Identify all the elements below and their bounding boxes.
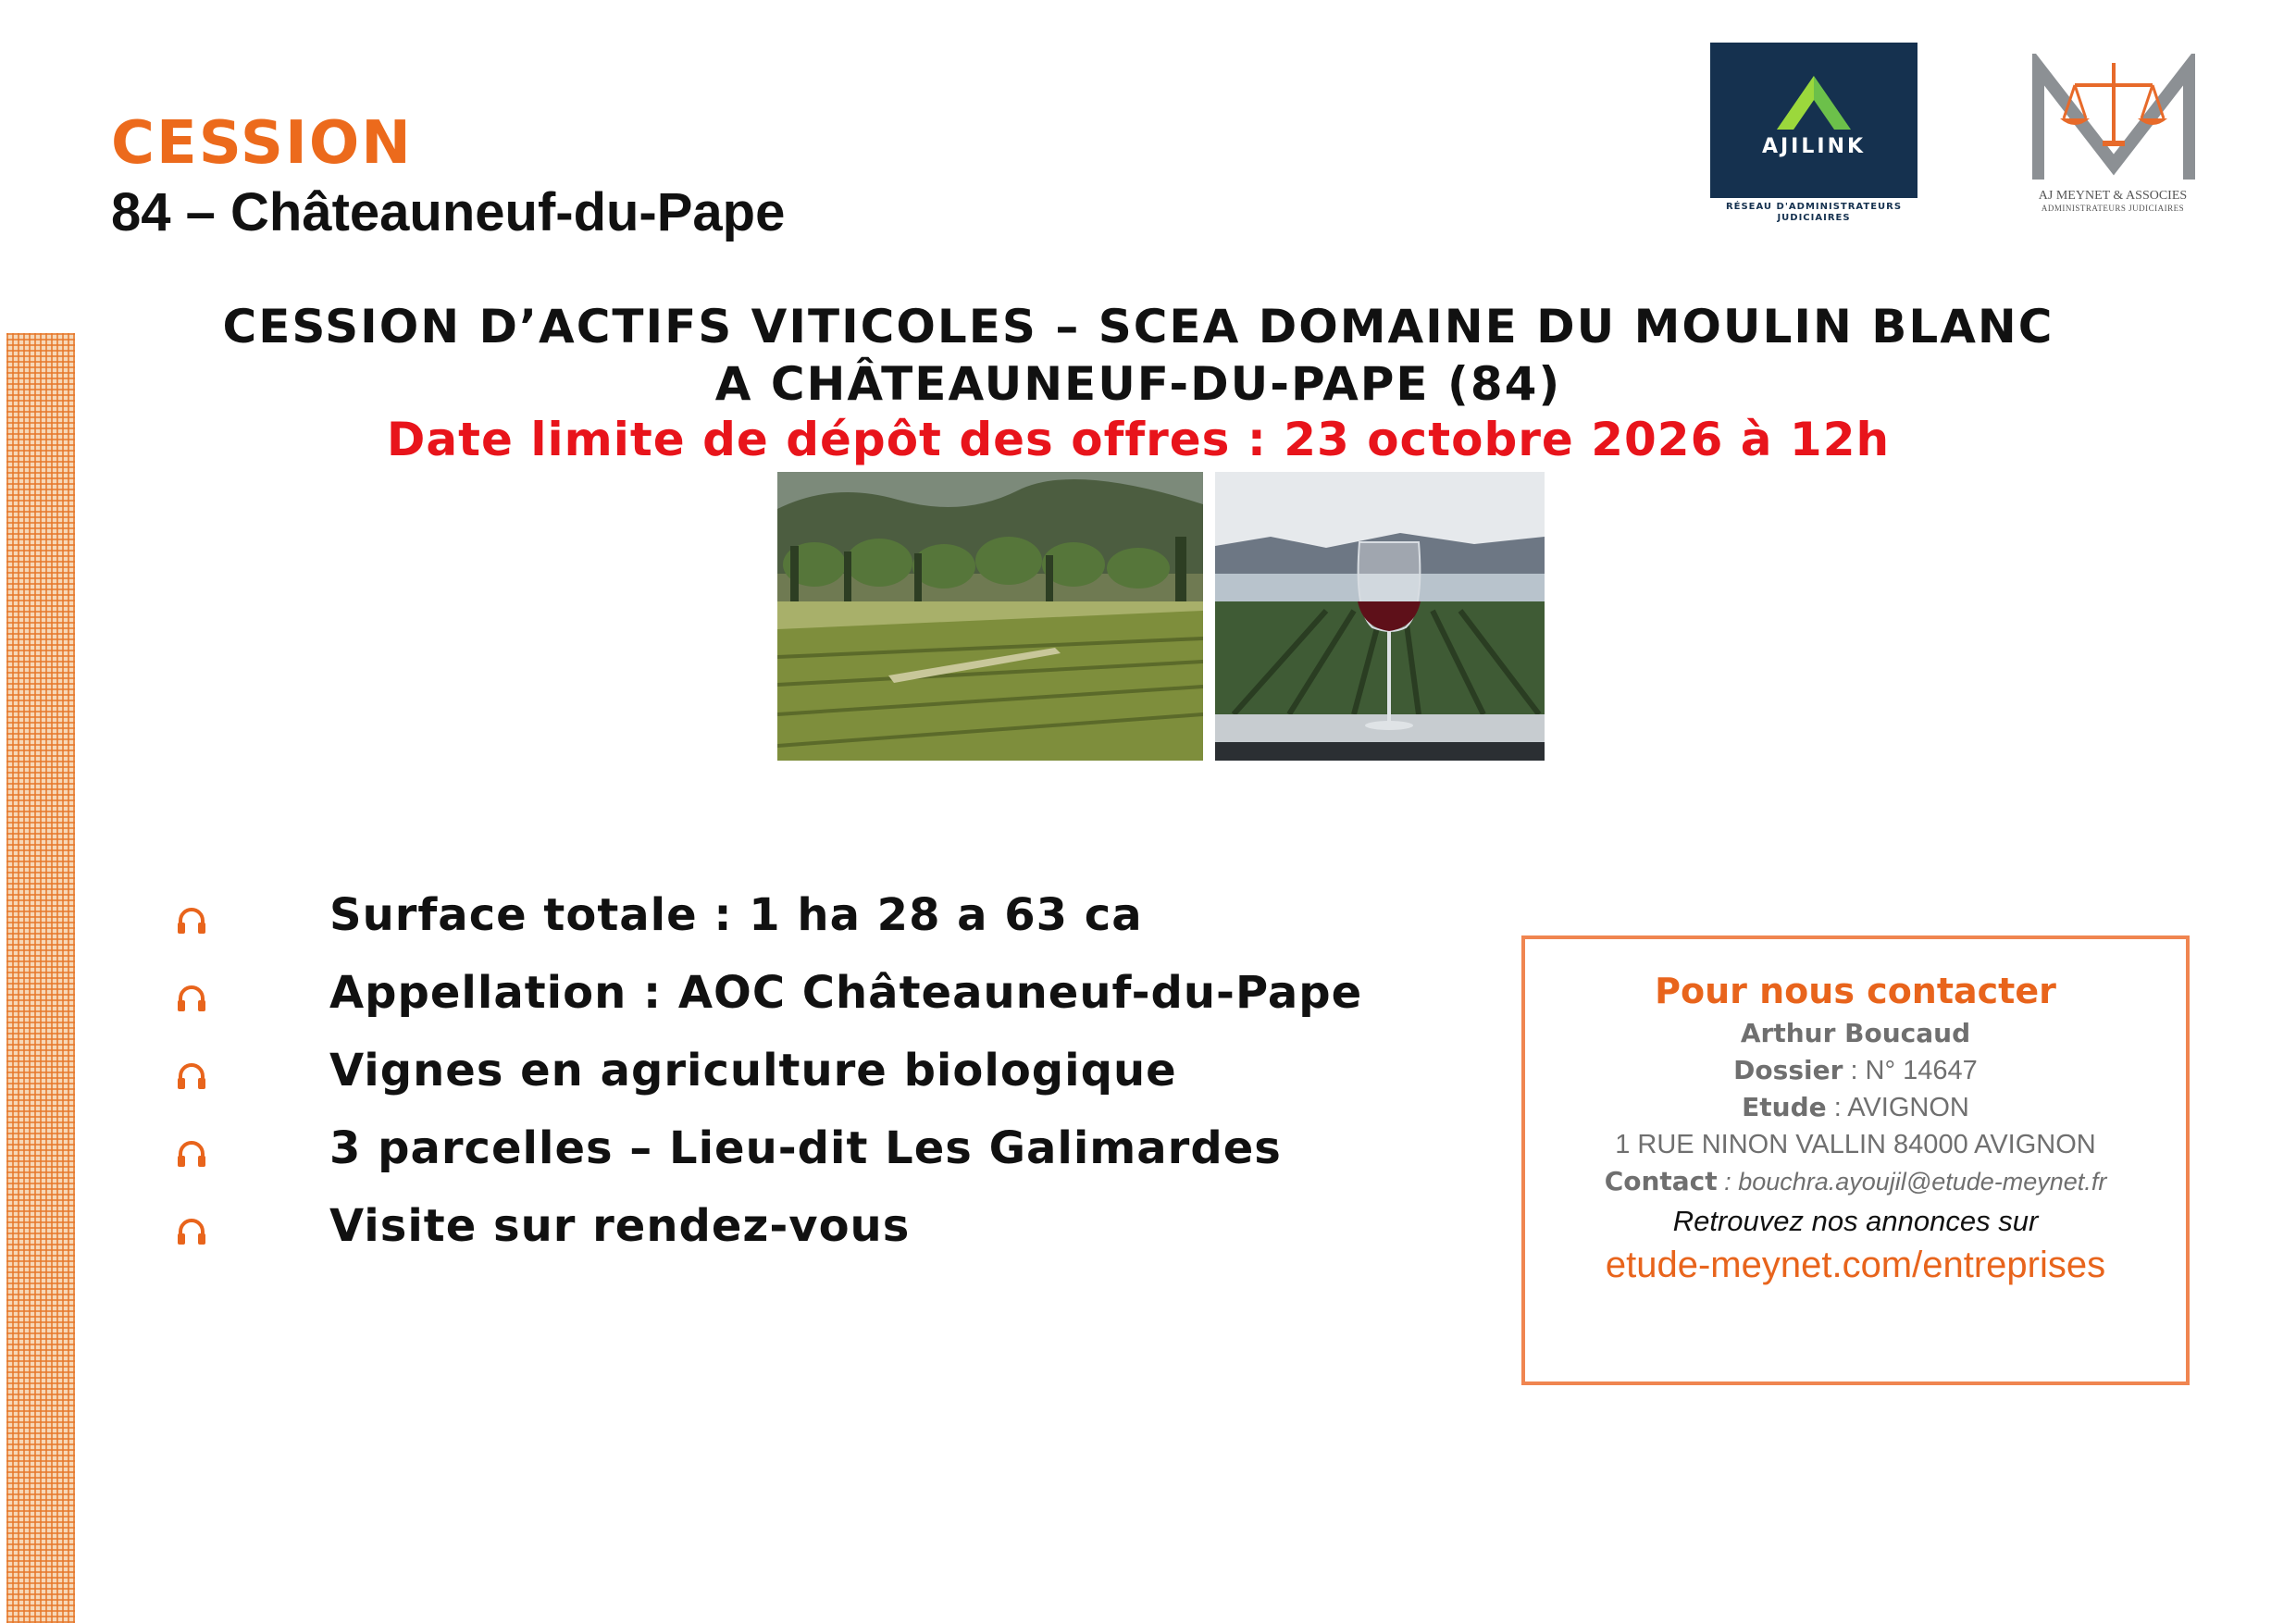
contact-email-line <box>1525 1163 2186 1200</box>
contact-box <box>1521 935 2190 1385</box>
etude-label: Etude <box>1742 1092 1827 1122</box>
dossier-value: : N° 14647 <box>1843 1056 1978 1085</box>
meynet-subtitle: ADMINISTRATEURS JUDICIAIRES <box>2041 204 2185 213</box>
main-title-line1: CESSION D’ACTIFS VITICOLES – SCEA DOMAINE DU MOULIN BLANC <box>222 300 2054 353</box>
etude-value: : AVIGNON <box>1826 1093 1969 1122</box>
ajilink-subtitle-line2: JUDICIAIRES <box>1777 213 1851 223</box>
headphones-icon <box>176 1217 207 1246</box>
website-link[interactable]: etude-meynet.com/entreprises <box>1605 1245 2106 1285</box>
decorative-side-strip <box>6 333 75 1623</box>
cession-label: CESSION <box>111 109 413 178</box>
headphones-icon <box>176 906 207 935</box>
address-line: 1 RUE NINON VALLIN 84000 AVIGNON <box>1615 1130 2096 1159</box>
dossier-line <box>1525 1052 2186 1089</box>
feature-text: Visite sur rendez-vous <box>329 1200 911 1252</box>
ajilink-logo <box>1710 43 1917 198</box>
feature-text: 3 parcelles – Lieu-dit Les Galimardes <box>329 1122 1282 1174</box>
location-subtitle: 84 – Châteauneuf-du-Pape <box>111 182 786 242</box>
main-title-line2: A CHÂTEAUNEUF-DU-PAPE (84) <box>714 357 1562 411</box>
contact-label: Contact <box>1604 1166 1718 1196</box>
ajilink-subtitle-line1: RÉSEAU D'ADMINISTRATEURS <box>1725 202 1903 212</box>
dossier-label: Dossier <box>1733 1055 1843 1085</box>
meynet-logo <box>2025 54 2201 220</box>
meynet-name: AJ MEYNET & ASSOCIES <box>2038 189 2188 203</box>
headphones-icon <box>176 984 207 1013</box>
ajilink-subtitle <box>1701 202 1927 224</box>
feature-text: Vignes en agriculture biologique <box>329 1045 1177 1096</box>
contact-name: Arthur Boucaud <box>1740 1018 1971 1048</box>
vineyard-photo <box>777 472 1203 761</box>
contact-email-link[interactable]: bouchra.ayoujil@etude-meynet.fr <box>1738 1168 2107 1196</box>
ajilink-a-icon <box>1777 76 1851 131</box>
feature-text: Surface totale : 1 ha 28 a 63 ca <box>329 889 1143 941</box>
headphones-icon <box>176 1139 207 1169</box>
wine-glass-photo <box>1215 472 1545 761</box>
etude-line <box>1525 1089 2186 1126</box>
retrouvez-text: Retrouvez nos annonces sur <box>1672 1205 2039 1237</box>
feature-text: Appellation : AOC Châteauneuf-du-Pape <box>329 967 1363 1019</box>
main-title <box>222 298 2054 413</box>
contact-sep: : <box>1717 1168 1739 1196</box>
meynet-m-scales-icon <box>2032 54 2195 185</box>
deadline-text: Date limite de dépôt des offres : 23 octobre 2026 à 12h <box>386 413 1891 466</box>
ajilink-name: AJILINK <box>1761 135 1867 158</box>
contact-title: Pour nous contacter <box>1655 971 2056 1011</box>
headphones-icon <box>176 1061 207 1091</box>
